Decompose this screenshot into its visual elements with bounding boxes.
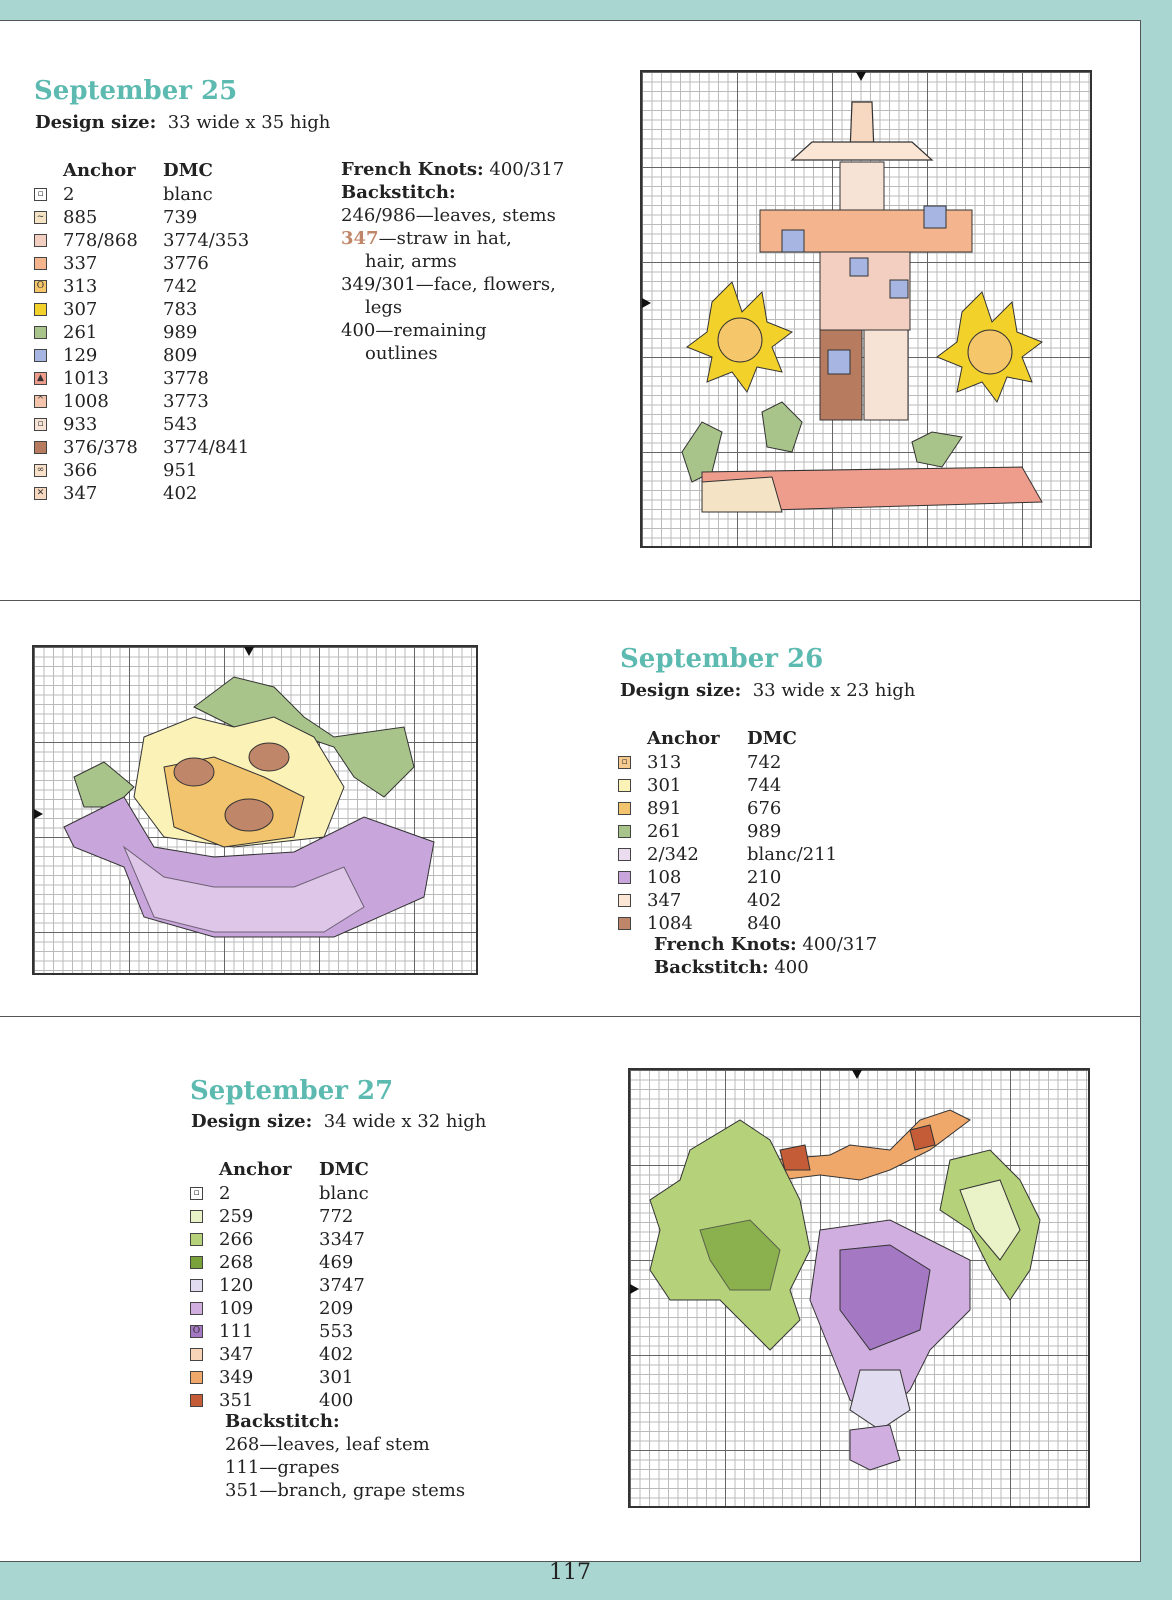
dmc-number: 951 <box>163 460 198 481</box>
note-text: 351—branch, grape stems <box>225 1480 466 1501</box>
center-marker-top <box>856 72 866 81</box>
dmc-number: 742 <box>163 276 198 297</box>
key-row <box>34 482 293 505</box>
color-swatch: ~ <box>34 211 47 224</box>
center-marker-left <box>34 809 43 819</box>
color-swatch: O <box>190 1325 203 1338</box>
design-size-sept-25 <box>35 112 330 133</box>
stitch-notes-sept-25 <box>341 158 564 365</box>
key-row <box>618 889 877 912</box>
anchor-number: 2 <box>63 184 75 205</box>
anchor-number: 1084 <box>647 913 693 934</box>
dmc-number: 301 <box>319 1367 354 1388</box>
center-marker-left <box>642 298 651 308</box>
anchor-number: 307 <box>63 299 98 320</box>
color-swatch: ^ <box>34 395 47 408</box>
key-row <box>618 820 877 843</box>
anchor-number: 120 <box>219 1275 254 1296</box>
note-text: 400/317 <box>483 159 565 180</box>
key-header <box>34 158 293 183</box>
dmc-number: 3773 <box>163 391 209 412</box>
page-number: 117 <box>549 1560 591 1585</box>
color-swatch <box>34 303 47 316</box>
dmc-number: 402 <box>163 483 198 504</box>
note-text: outlines <box>365 343 438 364</box>
dmc-number: 3347 <box>319 1229 365 1250</box>
dmc-header: DMC <box>319 1159 369 1180</box>
key-row <box>34 183 293 206</box>
dmc-number: 209 <box>319 1298 354 1319</box>
note-text: hair, arms <box>365 251 457 272</box>
color-swatch <box>34 326 47 339</box>
note-label: Backstitch: <box>654 957 769 978</box>
anchor-number: 129 <box>63 345 98 366</box>
design-size-value: 33 wide x 35 high <box>167 112 331 133</box>
cross-stitch-chart-scarecrow <box>640 70 1092 548</box>
dmc-number: 3774/353 <box>163 230 250 251</box>
anchor-number: 261 <box>647 821 682 842</box>
color-swatch <box>190 1394 203 1407</box>
anchor-number: 891 <box>647 798 682 819</box>
key-row <box>190 1389 449 1412</box>
key-row <box>34 298 293 321</box>
dmc-number: 553 <box>319 1321 354 1342</box>
anchor-number: 376/378 <box>63 437 138 458</box>
color-key-sept-26 <box>618 726 877 935</box>
dmc-header: DMC <box>163 160 213 181</box>
dmc-number: blanc/211 <box>747 844 838 865</box>
key-row <box>618 751 877 774</box>
dmc-number: 402 <box>747 890 782 911</box>
note-line <box>225 1410 465 1433</box>
scarecrow-sunflowers-pattern <box>642 72 1090 546</box>
color-swatch <box>34 441 47 454</box>
anchor-number: 301 <box>647 775 682 796</box>
anchor-number: 313 <box>647 752 682 773</box>
dmc-number: 3774/841 <box>163 437 250 458</box>
color-key-sept-25 <box>34 158 293 505</box>
design-size-label: Design size: <box>620 680 742 701</box>
key-row <box>618 866 877 889</box>
key-row <box>34 344 293 367</box>
key-row <box>34 436 293 459</box>
anchor-number: 2 <box>219 1183 231 1204</box>
section-divider <box>0 1016 1140 1017</box>
key-row <box>190 1205 449 1228</box>
color-swatch: ▲ <box>34 372 47 385</box>
center-marker-top <box>852 1070 862 1079</box>
note-line <box>341 319 564 342</box>
design-size-label: Design size: <box>35 112 157 133</box>
color-swatch <box>618 871 631 884</box>
key-header <box>190 1157 449 1182</box>
stitch-notes-sept-26 <box>654 933 877 979</box>
note-text: legs <box>365 297 403 318</box>
key-row <box>34 321 293 344</box>
color-swatch: ▫ <box>190 1187 203 1200</box>
dmc-number: 210 <box>747 867 782 888</box>
key-row <box>190 1251 449 1274</box>
dmc-number: blanc <box>163 184 213 205</box>
note-label: Backstitch: <box>225 1411 340 1432</box>
color-swatch: ∞ <box>34 464 47 477</box>
color-swatch <box>618 825 631 838</box>
note-line <box>225 1433 465 1456</box>
anchor-header: Anchor <box>63 160 136 181</box>
key-row <box>190 1320 449 1343</box>
note-label: French Knots: <box>341 159 484 180</box>
note-text: 400 <box>768 957 809 978</box>
note-line <box>341 296 564 319</box>
note-text: 349/301—face, flowers, <box>341 274 556 295</box>
note-label: Backstitch: <box>341 182 456 203</box>
note-line <box>341 250 564 273</box>
note-text: 400/317 <box>796 934 878 955</box>
color-swatch <box>618 848 631 861</box>
anchor-number: 109 <box>219 1298 254 1319</box>
anchor-number: 1008 <box>63 391 109 412</box>
grape-vine-pattern <box>630 1070 1088 1506</box>
dmc-number: 3778 <box>163 368 209 389</box>
cross-stitch-chart-sunflower-basket <box>32 645 478 975</box>
dmc-number: 989 <box>163 322 198 343</box>
note-line <box>654 933 877 956</box>
design-size-label: Design size: <box>191 1111 313 1132</box>
key-row <box>34 206 293 229</box>
color-swatch <box>34 234 47 247</box>
sunflower-basket-pattern <box>34 647 476 973</box>
color-swatch <box>190 1279 203 1292</box>
dmc-number: 676 <box>747 798 782 819</box>
anchor-number: 351 <box>219 1390 254 1411</box>
dmc-number: blanc <box>319 1183 369 1204</box>
section-divider <box>0 600 1140 601</box>
color-swatch: O <box>34 280 47 293</box>
design-size-value: 34 wide x 32 high <box>323 1111 487 1132</box>
dmc-number: 840 <box>747 913 782 934</box>
color-swatch <box>190 1371 203 1384</box>
key-row <box>190 1297 449 1320</box>
color-swatch: ▫ <box>34 188 47 201</box>
note-highlight: 347 <box>341 228 379 249</box>
anchor-number: 347 <box>219 1344 254 1365</box>
center-marker-top <box>244 647 254 656</box>
anchor-number: 259 <box>219 1206 254 1227</box>
design-size-sept-27 <box>191 1111 486 1132</box>
center-marker-left <box>630 1284 639 1294</box>
key-row <box>34 390 293 413</box>
dmc-number: 739 <box>163 207 198 228</box>
dmc-number: 400 <box>319 1390 354 1411</box>
color-swatch <box>618 894 631 907</box>
color-swatch <box>190 1348 203 1361</box>
color-swatch: ▫ <box>34 418 47 431</box>
key-row <box>34 413 293 436</box>
color-swatch <box>190 1302 203 1315</box>
anchor-number: 778/868 <box>63 230 138 251</box>
anchor-number: 266 <box>219 1229 254 1250</box>
dmc-number: 402 <box>319 1344 354 1365</box>
dmc-header: DMC <box>747 728 797 749</box>
color-swatch <box>618 917 631 930</box>
key-row <box>190 1274 449 1297</box>
anchor-number: 347 <box>63 483 98 504</box>
note-line <box>341 273 564 296</box>
note-text: 400—remaining <box>341 320 487 341</box>
color-swatch: ✕ <box>34 487 47 500</box>
anchor-number: 885 <box>63 207 98 228</box>
dmc-number: 809 <box>163 345 198 366</box>
anchor-number: 337 <box>63 253 98 274</box>
key-row <box>190 1228 449 1251</box>
key-row <box>618 912 877 935</box>
design-size-sept-26 <box>620 680 915 701</box>
note-line <box>341 204 564 227</box>
note-text: 246/986—leaves, stems <box>341 205 556 226</box>
key-row <box>34 252 293 275</box>
anchor-number: 2/342 <box>647 844 699 865</box>
anchor-number: 1013 <box>63 368 109 389</box>
note-label: French Knots: <box>654 934 797 955</box>
anchor-number: 261 <box>63 322 98 343</box>
anchor-number: 268 <box>219 1252 254 1273</box>
dmc-number: 3776 <box>163 253 209 274</box>
anchor-header: Anchor <box>219 1159 292 1180</box>
color-swatch <box>34 349 47 362</box>
color-swatch <box>34 257 47 270</box>
color-swatch <box>190 1256 203 1269</box>
key-row <box>618 797 877 820</box>
dmc-number: 772 <box>319 1206 354 1227</box>
color-swatch <box>190 1233 203 1246</box>
key-row <box>190 1366 449 1389</box>
key-row <box>618 774 877 797</box>
anchor-number: 108 <box>647 867 682 888</box>
note-line <box>225 1456 465 1479</box>
key-row <box>34 367 293 390</box>
design-size-value: 33 wide x 23 high <box>752 680 916 701</box>
section-title-sept-27: September 27 <box>190 1076 394 1106</box>
section-title-sept-25: September 25 <box>34 76 238 106</box>
note-line <box>341 227 564 250</box>
note-line <box>341 158 564 181</box>
anchor-number: 313 <box>63 276 98 297</box>
stitch-notes-sept-27 <box>225 1410 465 1502</box>
color-swatch <box>618 779 631 792</box>
color-key-sept-27 <box>190 1157 449 1412</box>
dmc-number: 742 <box>747 752 782 773</box>
key-row <box>34 275 293 298</box>
anchor-number: 349 <box>219 1367 254 1388</box>
dmc-number: 744 <box>747 775 782 796</box>
note-line <box>225 1479 465 1502</box>
dmc-number: 783 <box>163 299 198 320</box>
anchor-number: 347 <box>647 890 682 911</box>
note-line <box>341 342 564 365</box>
note-text: —straw in hat, <box>378 228 512 249</box>
key-header <box>618 726 877 751</box>
anchor-number: 366 <box>63 460 98 481</box>
dmc-number: 469 <box>319 1252 354 1273</box>
note-line <box>654 956 877 979</box>
anchor-number: 111 <box>219 1321 254 1342</box>
key-row <box>190 1343 449 1366</box>
key-row <box>190 1182 449 1205</box>
key-row <box>618 843 877 866</box>
note-text: 111—grapes <box>225 1457 340 1478</box>
dmc-number: 989 <box>747 821 782 842</box>
dmc-number: 3747 <box>319 1275 365 1296</box>
note-text: 268—leaves, leaf stem <box>225 1434 430 1455</box>
section-title-sept-26: September 26 <box>620 644 824 674</box>
note-line <box>341 181 564 204</box>
color-swatch: ▫ <box>618 756 631 769</box>
key-row <box>34 229 293 252</box>
dmc-number: 543 <box>163 414 198 435</box>
anchor-number: 933 <box>63 414 98 435</box>
key-row <box>34 459 293 482</box>
cross-stitch-chart-grapes <box>628 1068 1090 1508</box>
color-swatch <box>618 802 631 815</box>
anchor-header: Anchor <box>647 728 720 749</box>
color-swatch <box>190 1210 203 1223</box>
